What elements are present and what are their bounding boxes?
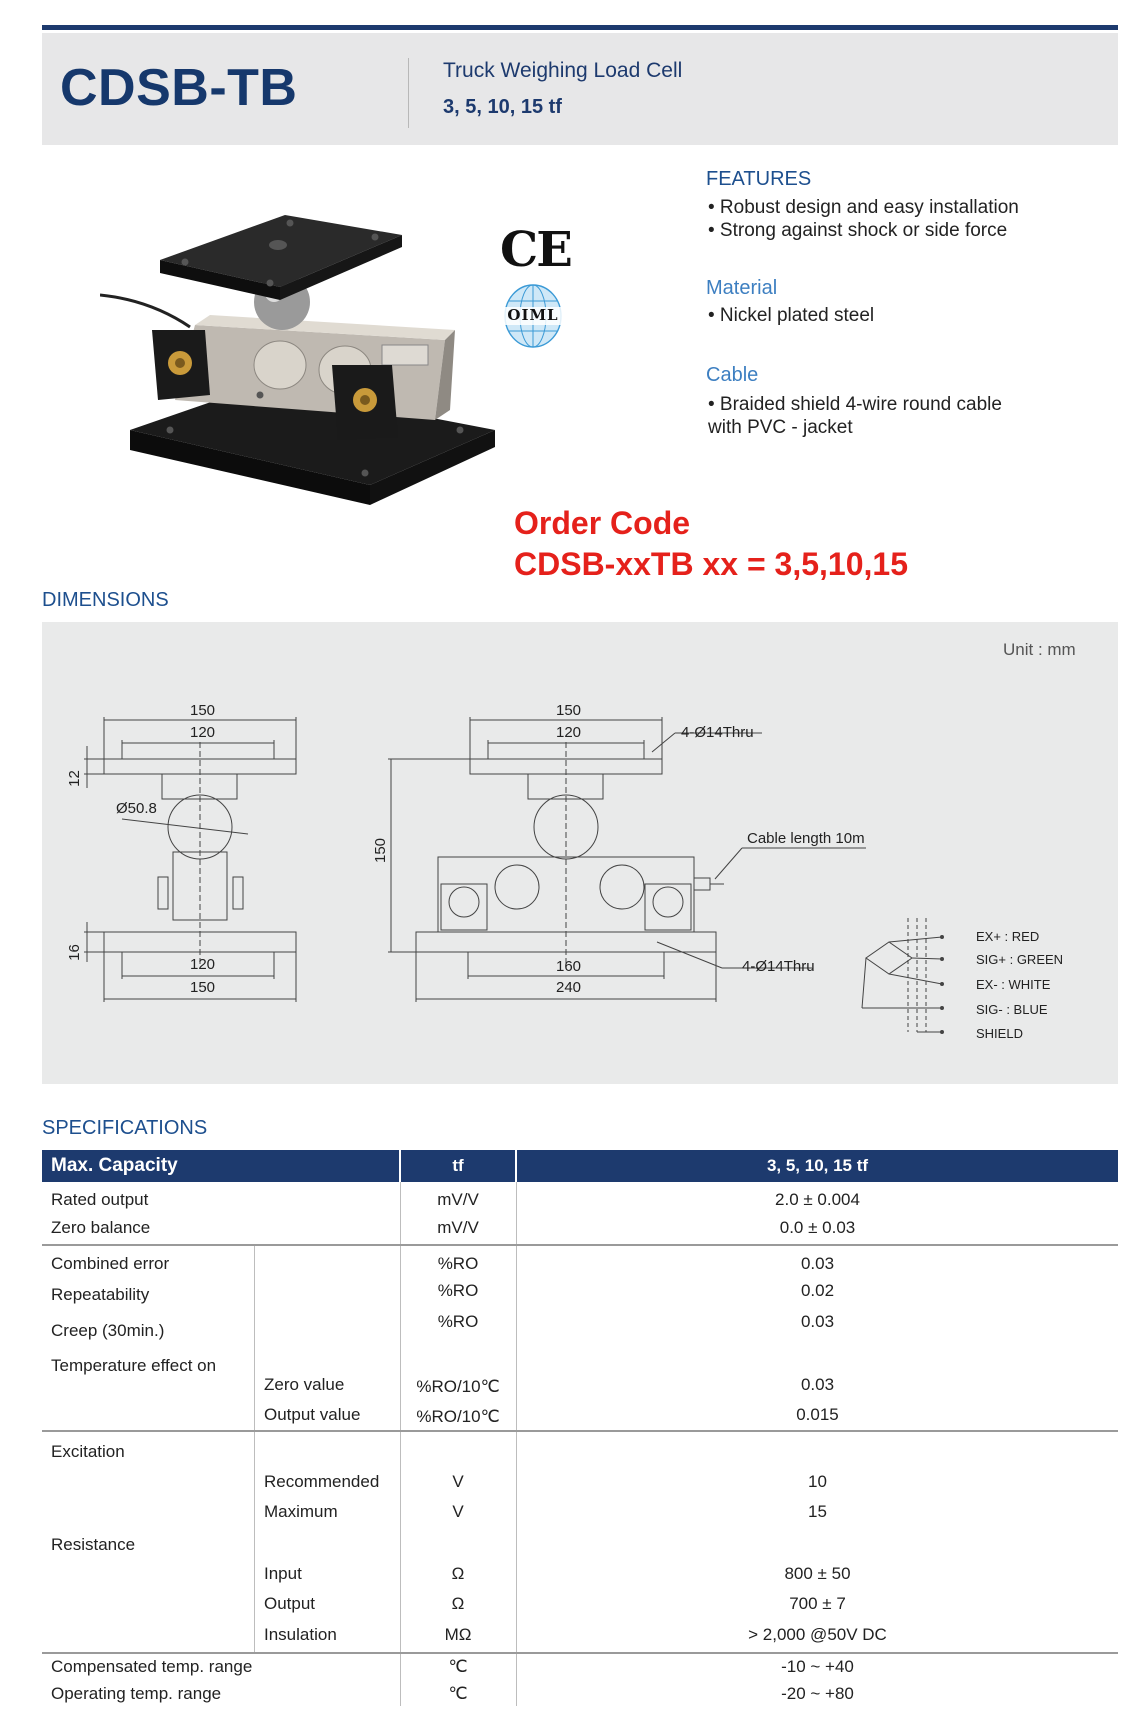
oiml-label: OIML <box>507 306 559 324</box>
spec-row-value: 0.03 <box>800 1312 835 1331</box>
spec-row-unit: ℃ <box>448 1684 468 1703</box>
spec-row-value: 10 <box>808 1472 827 1491</box>
spec-row-value: 0.0 ± 0.03 <box>779 1218 856 1237</box>
wire-ex-minus: EX- : WHITE <box>976 977 1051 992</box>
wire-ex-plus: EX+ : RED <box>976 929 1040 944</box>
spec-row-unit: MΩ <box>444 1625 472 1644</box>
spec-header-unit: tf <box>452 1156 464 1175</box>
spec-row-sub: Output <box>264 1594 316 1613</box>
wire-sig-plus: SIG+ : GREEN <box>976 952 1064 967</box>
spec-header-name: Max. Capacity <box>51 1155 178 1176</box>
unit-label: Unit : mm <box>1003 640 1076 659</box>
spec-row-value: 2.0 ± 0.004 <box>775 1190 860 1209</box>
dim-left-plate-thk: 12 <box>65 770 83 787</box>
dimensions-title: DIMENSIONS <box>42 589 169 611</box>
dim-front-top-inner: 120 <box>556 724 582 741</box>
dim-front-height: 150 <box>372 837 390 864</box>
spec-row-name: Excitation <box>51 1442 125 1461</box>
spec-row-name: Temperature effect on <box>51 1356 217 1375</box>
spec-col-divider <box>254 1245 255 1431</box>
specifications-table <box>42 1150 1118 1706</box>
dim-front-base-inner: 160 <box>556 958 582 975</box>
dim-front-base-outer: 240 <box>556 979 582 996</box>
spec-row-sub: Insulation <box>264 1625 337 1644</box>
model-title: CDSB-TB <box>60 59 298 117</box>
spec-row-unit: %RO <box>437 1254 479 1273</box>
spec-row-sub: Input <box>264 1564 302 1583</box>
spec-row-name: Repeatability <box>51 1285 150 1304</box>
header-top-bar <box>42 25 1118 30</box>
spec-row-name: Resistance <box>51 1535 136 1554</box>
spec-row-name: Compensated temp. range <box>51 1657 253 1676</box>
wire-shield: SHIELD <box>976 1026 1023 1041</box>
dim-cable-length: Cable length 10m <box>747 830 865 847</box>
spec-row-value: 0.02 <box>800 1281 835 1300</box>
ce-mark: CE <box>500 222 571 278</box>
cable-item: • Braided shield 4-wire round cable <box>708 394 1002 415</box>
dimension-drawing <box>42 622 1118 1084</box>
spec-row-value: -20 ~ +80 <box>781 1684 854 1703</box>
features-item: • Robust design and easy installation <box>708 197 1019 218</box>
cable-item: with PVC - jacket <box>708 417 853 438</box>
dim-left-top-outer: 150 <box>190 702 216 719</box>
spec-row-name: Operating temp. range <box>51 1684 222 1703</box>
spec-row-value: -10 ~ +40 <box>781 1657 854 1676</box>
dim-left-ball-dia: Ø50.8 <box>116 800 157 817</box>
spec-row-unit: mV/V <box>437 1218 479 1237</box>
dim-left-base-outer: 150 <box>190 979 216 996</box>
cable-title: Cable <box>706 364 759 386</box>
dim-left-base-thk: 16 <box>65 944 83 961</box>
spec-row-unit: %RO <box>437 1312 479 1331</box>
spec-row-unit: V <box>452 1502 464 1521</box>
spec-group-divider <box>42 1430 1118 1432</box>
order-code-title: Order Code <box>514 505 691 541</box>
features-item: • Strong against shock or side force <box>708 220 1008 241</box>
spec-row-unit: V <box>452 1472 464 1491</box>
spec-row-value: 0.015 <box>796 1405 839 1424</box>
spec-row-sub: Recommended <box>264 1472 380 1491</box>
product-photo <box>100 215 500 505</box>
spec-row-value: > 2,000 @50V DC <box>748 1625 887 1644</box>
specifications-title: SPECIFICATIONS <box>42 1117 208 1139</box>
spec-row-name: Creep (30min.) <box>51 1321 165 1340</box>
header-divider <box>408 58 409 128</box>
spec-row-name: Zero balance <box>51 1218 151 1237</box>
spec-group-divider <box>42 1244 1118 1246</box>
dim-left-base-inner: 120 <box>190 956 216 973</box>
material-title: Material <box>706 277 778 299</box>
spec-row-unit: Ω <box>451 1594 465 1613</box>
spec-row-name: Rated output <box>51 1190 149 1209</box>
spec-row-sub: Output value <box>264 1405 361 1424</box>
spec-row-unit: Ω <box>451 1564 465 1583</box>
spec-row-value: 15 <box>808 1502 827 1521</box>
spec-row-unit: %RO <box>437 1281 479 1300</box>
spec-row-name: Combined error <box>51 1254 170 1273</box>
spec-header-value: 3, 5, 10, 15 tf <box>766 1156 869 1175</box>
spec-row-sub: Zero value <box>264 1375 345 1394</box>
capacity-range: 3, 5, 10, 15 tf <box>443 96 562 118</box>
wire-sig-minus: SIG- : BLUE <box>976 1002 1048 1017</box>
spec-row-sub: Maximum <box>264 1502 338 1521</box>
spec-group-divider <box>42 1652 1118 1654</box>
spec-row-value: 700 ± 7 <box>789 1594 846 1613</box>
spec-row-value: 0.03 <box>800 1375 835 1394</box>
spec-row-unit: %RO/10℃ <box>416 1377 500 1396</box>
dim-front-top-outer: 150 <box>556 702 582 719</box>
spec-row-value: 800 ± 50 <box>784 1564 851 1583</box>
order-code-value: CDSB-xxTB xx = 3,5,10,15 <box>514 546 908 582</box>
spec-row-unit: ℃ <box>448 1657 468 1676</box>
spec-row-value: 0.03 <box>800 1254 835 1273</box>
material-item: • Nickel plated steel <box>708 305 875 326</box>
spec-row-unit: mV/V <box>437 1190 479 1209</box>
spec-col-divider <box>254 1431 255 1653</box>
dim-front-base-holes: 4-Ø14Thru <box>742 958 815 975</box>
product-subtitle: Truck Weighing Load Cell <box>443 59 683 82</box>
dim-left-top-inner: 120 <box>190 724 216 741</box>
features-title: FEATURES <box>706 168 812 190</box>
spec-row-unit: %RO/10℃ <box>416 1407 500 1426</box>
dim-front-top-holes: 4-Ø14Thru <box>681 724 754 741</box>
